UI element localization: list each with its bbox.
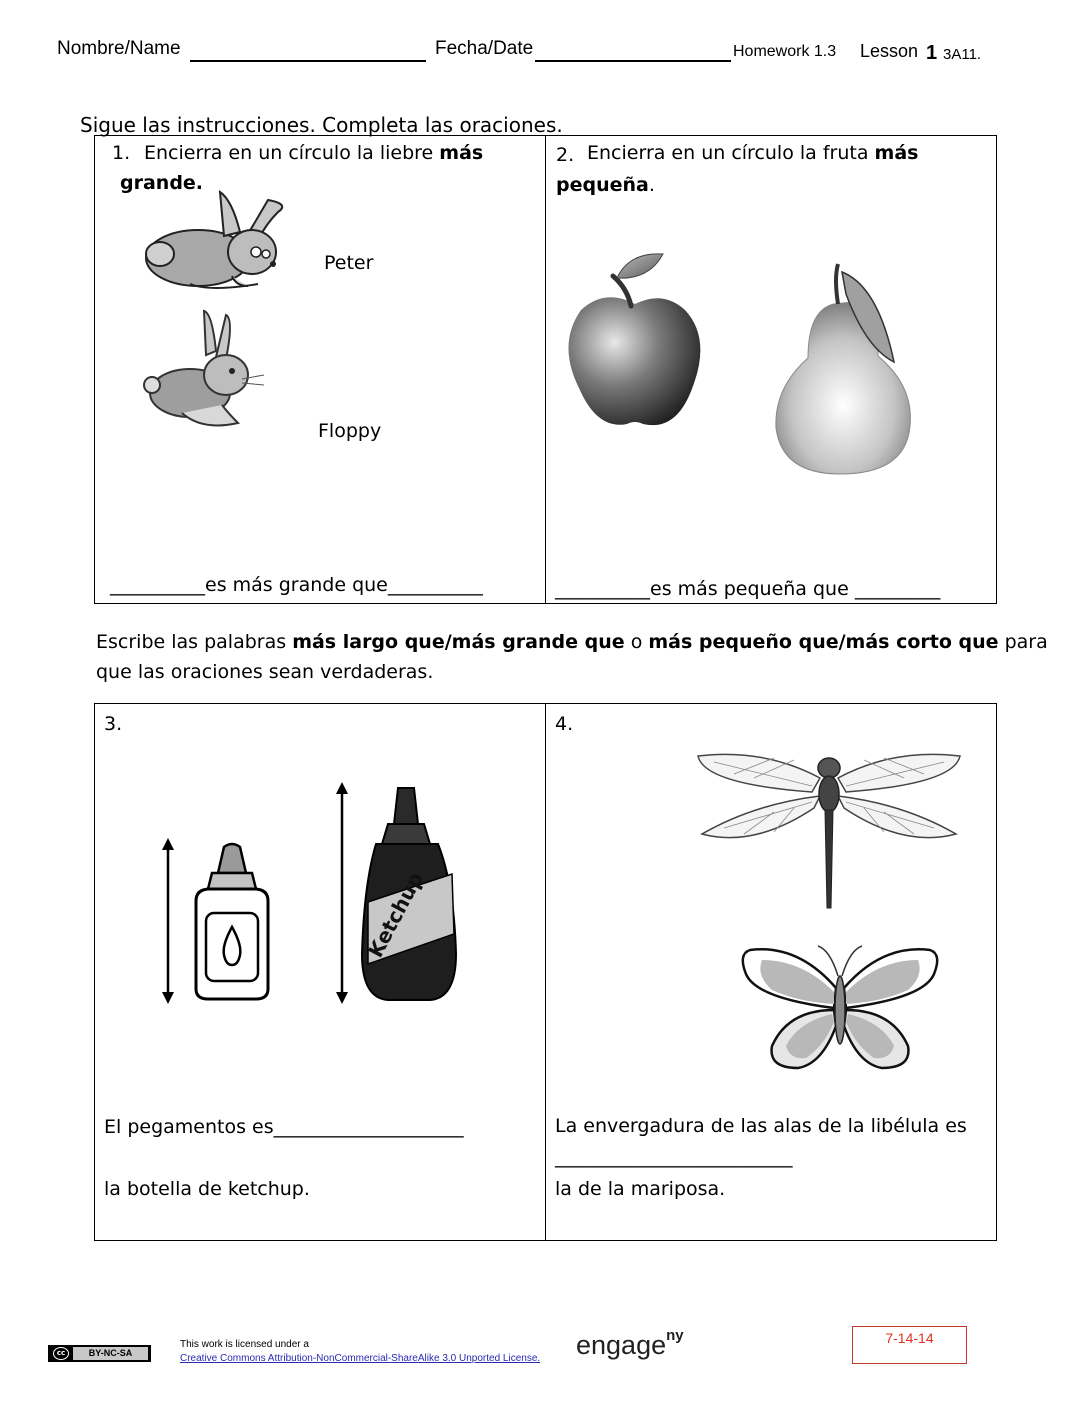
date-stamp-box: 7-14-14 <box>852 1326 967 1364</box>
label-floppy: Floppy <box>318 420 382 442</box>
q3-line1-text: El pegamentos es <box>104 1116 274 1138</box>
q2-number: 2. <box>556 144 575 166</box>
instructions-2-bold-b: más largo que/más grande que <box>292 631 625 653</box>
instructions-2-text-e: para <box>1004 631 1048 653</box>
q2-answer-sentence <box>555 578 940 600</box>
q2-blank-left[interactable]: __________ <box>555 578 650 600</box>
q2-instruction-bold: más <box>874 142 919 164</box>
instructions-2-text-a: Escribe las palabras <box>96 631 287 653</box>
q1-instruction-bold: más <box>439 142 484 164</box>
q3-sentence-line1 <box>104 1116 464 1138</box>
instructions-2-line2: que las oraciones sean verdaderas. <box>96 661 434 683</box>
license-intro: This work is licensed under a <box>180 1339 309 1350</box>
instructions-2-text-c: o <box>630 631 643 653</box>
q4-sentence-line1: La envergadura de las alas de la libélula es <box>555 1115 967 1137</box>
engageny-logo <box>576 1327 684 1361</box>
label-peter: Peter <box>324 252 374 274</box>
module-code: 3A11. <box>943 46 982 63</box>
q1-instruction <box>144 142 483 164</box>
instructions-2-line1 <box>96 631 1048 653</box>
q1-number: 1. <box>112 142 131 164</box>
cc-logo-icon: cc <box>53 1347 69 1360</box>
cc-badge-text: BY-NC-SA <box>73 1347 148 1360</box>
bottom-table-divider <box>545 703 546 1241</box>
q1-blank-right[interactable]: __________ <box>387 574 483 596</box>
ketchup-height-arrow <box>334 782 350 1004</box>
lesson-number: 1 <box>926 42 938 64</box>
engageny-logo-text: engage <box>576 1330 667 1360</box>
q1-answer-sentence <box>110 574 483 596</box>
dragonfly-image[interactable] <box>694 748 964 913</box>
ketchup-bottle-image[interactable] <box>358 784 462 1006</box>
glue-bottle-image[interactable] <box>186 843 278 1003</box>
q3-number: 3. <box>104 713 123 735</box>
license-link[interactable]: Creative Commons Attribution-NonCommercial-ShareAlike 3.0 Unported License. <box>180 1353 541 1364</box>
q1-instruction-bold-2: grande. <box>120 172 204 194</box>
name-label: Nombre/Name <box>57 38 181 59</box>
glue-height-arrow <box>160 838 176 1004</box>
q4-sentence-line2: la de la mariposa. <box>555 1178 726 1200</box>
instructions-2-bold-d: más pequeño que/más corto que <box>648 631 999 653</box>
q1-blank-left[interactable]: __________ <box>110 574 205 596</box>
pear-image[interactable] <box>768 258 918 476</box>
q4-number: 4. <box>555 713 574 735</box>
q3-blank[interactable]: ____________________ <box>273 1116 464 1138</box>
q2-instruction-line2 <box>556 174 655 196</box>
cc-license-badge[interactable] <box>48 1345 151 1362</box>
apple-image[interactable] <box>565 248 705 433</box>
engageny-logo-sup: ny <box>666 1327 684 1344</box>
q1-sentence-text: es más grande que <box>205 574 388 596</box>
small-rabbit-image[interactable] <box>142 305 267 435</box>
top-table-divider <box>545 135 546 604</box>
q2-instruction <box>587 142 918 164</box>
lesson-label: Lesson <box>860 41 919 61</box>
homework-label: Homework 1.3 <box>733 43 837 60</box>
q2-instruction-bold-2: pequeña <box>556 174 649 196</box>
ketchup-label-text: Ketchup <box>363 868 429 962</box>
date-field[interactable] <box>535 40 731 62</box>
name-field[interactable] <box>190 40 426 62</box>
q4-blank[interactable]: _________________________ <box>555 1146 793 1168</box>
butterfly-image[interactable] <box>738 936 943 1074</box>
q2-sentence-text: es más pequeña que <box>650 578 849 600</box>
q2-blank-right[interactable]: _________ <box>854 578 941 600</box>
large-rabbit-image[interactable] <box>140 188 300 298</box>
q3-sentence-line2: la botella de ketchup. <box>104 1178 310 1200</box>
q1-instruction-text: Encierra en un círculo la liebre <box>144 142 434 164</box>
date-label: Fecha/Date <box>435 38 534 59</box>
instructions-1: Sigue las instrucciones. Completa las oraciones. <box>80 113 563 137</box>
q2-instruction-text: Encierra en un círculo la fruta <box>587 142 869 164</box>
q2-period: . <box>648 174 655 196</box>
